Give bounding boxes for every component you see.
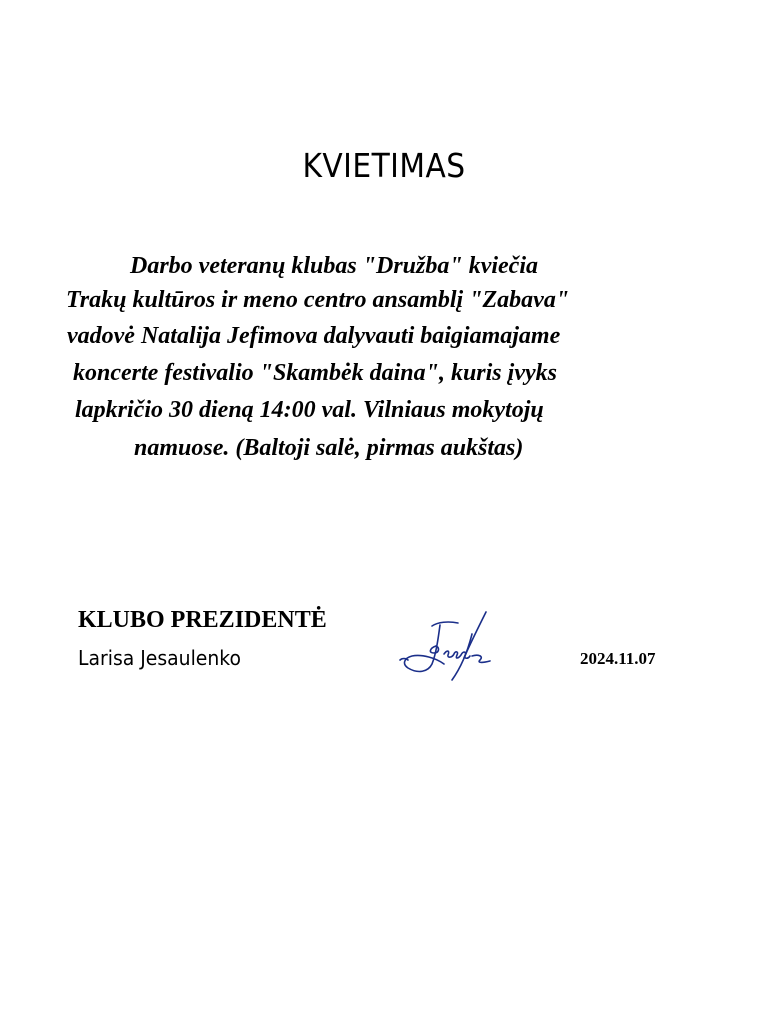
president-name: Larisa Jesaulenko bbox=[78, 646, 242, 670]
body-line: Darbo veteranų klubas "Družba" kviečia bbox=[130, 253, 538, 279]
body-line: Trakų kultūros ir meno centro ansamblį "Zabava" bbox=[66, 287, 570, 313]
document-title: KVIETIMAS bbox=[302, 146, 466, 185]
body-line: koncerte festivalio "Skambėk daina", kuris įvyks bbox=[73, 360, 557, 386]
body-line: vadovė Natalija Jefimova dalyvauti baigiamajame bbox=[67, 323, 561, 349]
president-title: KLUBO PREZIDENTĖ bbox=[78, 607, 327, 633]
document-date: 2024.11.07 bbox=[580, 649, 656, 668]
body-line: namuose. (Baltoji salė, pirmas aukštas) bbox=[134, 435, 524, 461]
signature-icon bbox=[392, 606, 496, 686]
body-line: lapkričio 30 dieną 14:00 val. Vilniaus mokytojų bbox=[75, 397, 544, 423]
